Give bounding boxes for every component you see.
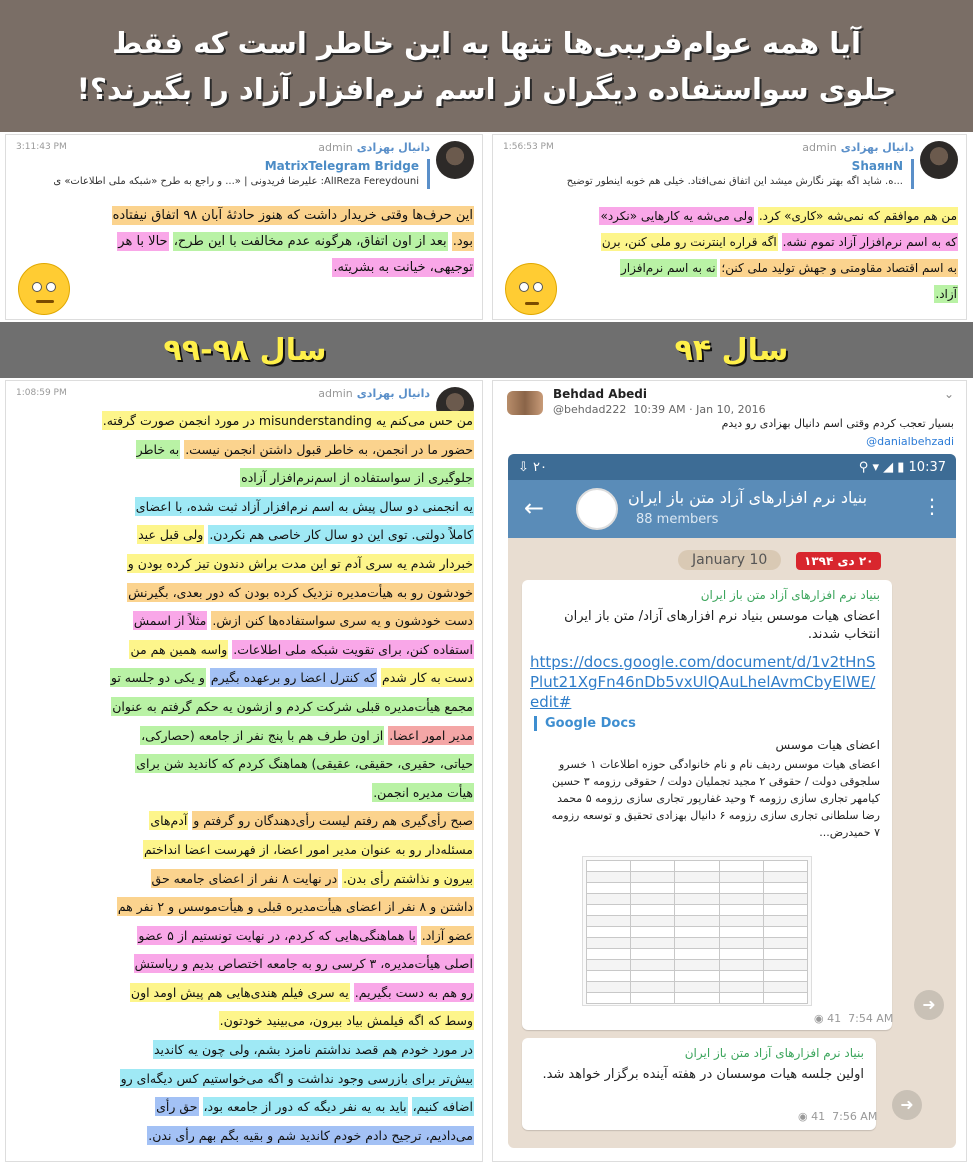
chat-panel-long <box>5 380 483 1162</box>
highlighted-segment: مسئله‌دار رو به عنوان مدیر امور اعضا، از فهرست اعضا انداختم <box>143 841 473 857</box>
highlighted-segment: و یکی دو جلسه تو <box>110 670 205 686</box>
table-cell <box>631 894 675 905</box>
highlighted-segment: جلوگیری از سواستفاده از اسم‌نرم‌افزار آزاده <box>241 470 473 486</box>
table-cell <box>675 927 719 938</box>
preview-image <box>582 856 812 1006</box>
message-line <box>22 1122 474 1151</box>
table-cell <box>675 971 719 982</box>
table-cell <box>719 894 763 905</box>
message-line <box>22 693 474 722</box>
user-name[interactable]: دانیال بهزادیadmin <box>318 141 430 154</box>
table-cell <box>587 938 631 949</box>
highlighted-segment: به خاطر <box>136 441 180 457</box>
table-cell <box>719 916 763 927</box>
timestamp: 3:11:43 PM <box>16 142 67 152</box>
table-cell <box>763 916 807 927</box>
message-line <box>22 636 474 665</box>
highlighted-segment: عضو آزاد. <box>421 927 473 943</box>
tweet-author[interactable]: Behdad Abedi <box>553 387 648 401</box>
table-cell <box>763 894 807 905</box>
tweet-avatar[interactable] <box>507 391 543 415</box>
table-cell <box>587 982 631 993</box>
message-line <box>22 750 474 779</box>
message-line <box>22 893 474 922</box>
highlighted-segment: مدیر امور اعضا. <box>389 727 473 743</box>
table-cell <box>631 883 675 894</box>
message-line <box>22 493 474 522</box>
table-cell <box>763 861 807 872</box>
table-cell <box>763 971 807 982</box>
table-cell <box>719 993 763 1004</box>
message-line <box>22 1007 474 1036</box>
table-cell <box>763 905 807 916</box>
preview-heading: اعضای هیات موسس <box>775 738 880 752</box>
highlighted-segment: بیرون و نذاشتم رأی بدن. <box>343 870 473 886</box>
highlighted-segment: استفاده کنن، برای تقویت شبکه ملی اطلاعات. <box>233 641 473 657</box>
table-row <box>587 960 808 971</box>
table-cell <box>587 872 631 883</box>
tweet-handle-meta: @behdad222 10:39 AM · Jan 10, 2016 <box>553 403 766 416</box>
headline <box>0 0 973 132</box>
table-cell <box>719 872 763 883</box>
eye-icon: ◉ <box>814 1012 824 1025</box>
table-cell <box>719 971 763 982</box>
avatar <box>436 141 474 179</box>
table-cell <box>631 938 675 949</box>
link-preview[interactable] <box>534 716 880 731</box>
post-meta: ◉ 41 7:56 AM <box>798 1110 878 1123</box>
highlighted-segment: در مورد خودم هم قصد نداشتم نامزد بشم، ولی چون یه کاندید <box>153 1042 473 1058</box>
highlighted-segment: من حس می‌کنم یه misunderstanding در مورد انجمن صورت گرفته. <box>102 413 473 428</box>
tweet-text: بسیار تعجب کردم وقتی اسم دانیال بهزادی رو دیدم <box>721 417 954 430</box>
highlighted-segment: بیش‌تر برای بازرسی وجود نداشت و اگه می‌خواستیم کس دیگه‌ای رو <box>120 1070 473 1086</box>
preview-body: اعضای هیات موسس ردیف نام و نام خانوادگی حوزه اطلاعات ۱ خسرو سلجوقی دولت / حقوقی ۲ مجید تجملیان دولت / حقوقی رزومه ۳ حسین کیامهر تجاری سازی رزومه ۴ وحید غفارپور تجاری سازی رزومه ۵ محمد رضا سلطانی تجاری سازی رزومه ۶ دانیال بهزادی تحقیق و توسعه رزومه ۷ حمیدرض... <box>551 758 880 839</box>
message-line <box>22 521 474 550</box>
table-row <box>587 894 808 905</box>
message-line <box>22 950 474 979</box>
message-line <box>22 1065 474 1094</box>
table-cell <box>719 982 763 993</box>
table-cell <box>587 960 631 971</box>
telegram-screenshot <box>508 454 956 1148</box>
message-line <box>22 607 474 636</box>
chat-panel-1398 <box>5 134 483 320</box>
message-line <box>22 407 474 436</box>
reply-quote[interactable]: ShaянN ...ه. شاید اگه بهتر نگارش میشد این اتفاق نمی‌افتاد. خیلی هم خوبه اینطور توضیح <box>509 159 914 189</box>
channel-title: بنیاد نرم افزارهای آزاد متن باز ایران <box>628 488 868 507</box>
forward-icon[interactable]: ➜ <box>892 1090 922 1120</box>
channel-post-1[interactable] <box>522 580 892 1030</box>
message-text <box>22 407 474 1150</box>
highlighted-segment: حیاتی، حقیری، حقیقی، عقیقی) هماهنگ کردم که کاندید شن برای <box>136 756 473 772</box>
table-cell <box>587 971 631 982</box>
highlighted-segment: مثلاً از اسمش <box>133 613 207 629</box>
table-cell <box>719 883 763 894</box>
highlighted-segment: مجمع هیأت‌مدیره قبلی شرکت کردم و از‌شون یه حکم گرفتم به عنوان <box>112 698 473 714</box>
highlighted-segment: باید به یه نفر دیگه که دور از جامعه بود، <box>203 1099 407 1115</box>
date-pill: January 10 <box>678 550 781 570</box>
table-row <box>587 916 808 927</box>
channel-post-2[interactable] <box>522 1038 876 1130</box>
table-cell <box>675 861 719 872</box>
table-cell <box>763 927 807 938</box>
chevron-down-icon[interactable]: ⌄ <box>943 387 954 401</box>
table-cell <box>587 894 631 905</box>
table-cell <box>763 949 807 960</box>
highlighted-segment: رو هم به دست بگیریم. <box>354 984 473 1000</box>
post-text: اولین جلسه هیات موسسان در هفته آینده برگزار خواهد شد. <box>542 1067 864 1082</box>
back-arrow-icon[interactable]: ← <box>524 494 545 522</box>
table-row <box>587 927 808 938</box>
table-row <box>587 971 808 982</box>
highlighted-segment: کاملاً دولتی. توی این دو سال کار خاصی هم نکردن. <box>209 527 473 543</box>
highlighted-segment: یه انجمنی دو سال پیش به اسم نرم‌افزار آزاد ثبت شده، با اعضای <box>135 498 473 514</box>
message-line <box>22 922 474 951</box>
message-text: من هم موافقم که نمی‌شه «کاری» کرد. ولی می‌شه یه کارهایی «نکرد» که به اسم نرم‌افزار آزاد تموم نشه. اگه قراره اینترنت رو ملی کنن، برن به اسم اقتصاد مقاومتی و جهش تولید ملی کنن؛ نه به اسم نرم‌افزار آزاد. <box>600 209 957 301</box>
message-line <box>22 664 474 693</box>
message-line <box>22 779 474 808</box>
table-cell <box>719 927 763 938</box>
tweet-mention[interactable]: @danialbehzadi <box>866 435 954 448</box>
table-row <box>587 993 808 1004</box>
post-text: اعضای هیات موسس بنیاد نرم افزارهای آزاد/ متن باز ایران انتخاب شدند. <box>564 609 880 642</box>
message-line <box>22 722 474 751</box>
year-label-left: سال ۹۸-۹۹ <box>163 332 327 368</box>
table-cell <box>587 993 631 1004</box>
table-cell <box>631 971 675 982</box>
table-cell <box>675 883 719 894</box>
message-line <box>22 865 474 894</box>
table-cell <box>763 993 807 1004</box>
message-line <box>22 807 474 836</box>
table-cell <box>675 916 719 927</box>
message-line <box>22 436 474 465</box>
table-cell <box>675 872 719 883</box>
chat-panel-1394 <box>492 134 967 320</box>
table-row <box>587 938 808 949</box>
highlighted-segment: در نهایت ۸ نفر از اعضای جامعه حق <box>151 870 338 886</box>
forward-icon[interactable]: ➜ <box>914 990 944 1020</box>
table-cell <box>587 927 631 938</box>
user-name[interactable]: دانیال بهزادیadmin <box>318 387 430 400</box>
table-cell <box>763 982 807 993</box>
table-cell <box>675 938 719 949</box>
table-cell <box>763 883 807 894</box>
table-cell <box>631 927 675 938</box>
message-line <box>22 1093 474 1122</box>
year-label-right: سال ۹۴ <box>674 332 789 368</box>
table-cell <box>719 960 763 971</box>
highlighted-segment: خبردار شدم یه سری آدم تو این مدت براش دندون تیز کرده بودن و <box>127 555 473 571</box>
table-cell <box>587 883 631 894</box>
table-row <box>587 949 808 960</box>
highlighted-segment: حق رأی <box>156 1099 198 1115</box>
table-cell <box>675 894 719 905</box>
table-cell <box>675 982 719 993</box>
table-cell <box>675 960 719 971</box>
eye-roll-face-icon <box>505 263 557 315</box>
table-cell <box>587 905 631 916</box>
table-cell <box>587 916 631 927</box>
table-cell <box>631 872 675 883</box>
channel-header <box>508 480 956 538</box>
table-cell <box>719 905 763 916</box>
more-options-icon[interactable]: ⋮ <box>922 494 942 518</box>
highlighted-segment: اصلی هیأت‌مدیره، ۳ کرسی رو به جامعه اختصاص بدیم و ریاستش <box>134 956 473 972</box>
highlighted-segment: دست به کار شدم <box>382 670 473 686</box>
timestamp: 1:56:53 PM <box>503 142 554 152</box>
table-cell <box>719 949 763 960</box>
table-cell <box>719 938 763 949</box>
message-text: این حرف‌ها وقتی خریدار داشت که هنوز حادثهٔ آبان ۹۸ اتفاق نیفتاده بود. بعد از اون اتفاق، هرگونه عدم مخالفت با این طرح، حالا با هر توجیهی، خیانت به بشریته. <box>112 208 473 275</box>
table-cell <box>631 905 675 916</box>
thinking-face-icon <box>18 263 70 315</box>
table-cell <box>631 949 675 960</box>
highlighted-segment: می‌دادیم، ترجیح دادم خودم کاندید شم و بقیه بگم بهم رأی ندن. <box>148 1127 473 1143</box>
highlighted-segment: ولی قبل عید <box>138 527 204 543</box>
table-cell <box>631 993 675 1004</box>
headline-line-1: آیا همه عوام‌فریبی‌ها تنها به این خاطر است که فقط <box>112 26 861 60</box>
highlighted-segment: با هماهنگی‌هایی که کردم، در نهایت تونستیم از ۵ عضو <box>138 927 416 943</box>
persian-date-badge: ۲۰ دی ۱۳۹۴ <box>796 552 881 570</box>
highlighted-segment: دست خودشون و یه سری سواستفاده‌ها کنن ازش. <box>212 613 473 629</box>
message-line <box>22 464 474 493</box>
table-row <box>587 883 808 894</box>
table-row <box>587 905 808 916</box>
table-row <box>587 982 808 993</box>
highlighted-segment: اضافه کنیم، <box>412 1099 473 1115</box>
highlighted-segment: واسه همین هم من <box>130 641 228 657</box>
table-cell <box>675 993 719 1004</box>
table-cell <box>763 872 807 883</box>
avatar <box>920 141 958 179</box>
status-bar <box>508 454 956 480</box>
highlighted-segment: خودشون رو به هیأت‌مدیره نزدیک کرده بودن که دور بعدی، بگیرنش <box>128 584 473 600</box>
headline-line-2: جلوی سواستفاده دیگران از اسم نرم‌افزار آزاد را بگیرند؟! <box>76 72 897 106</box>
table-cell <box>631 960 675 971</box>
message-line <box>22 1036 474 1065</box>
table-cell <box>675 949 719 960</box>
table-cell <box>675 905 719 916</box>
highlighted-segment: داشتن و ۸ نفر از اعضای هیأت‌مدیره قبلی و هیأت‌موسس و ۲ نفر هم <box>117 899 473 915</box>
highlighted-segment: که کنترل اعضا رو برعهده بگیرم <box>210 670 377 686</box>
channel-avatar[interactable] <box>576 488 618 530</box>
highlighted-segment: حضور ما در انجمن، به خاطر قبول داشتن انجمن نیست. <box>185 441 473 457</box>
table-cell <box>631 916 675 927</box>
table-row <box>587 861 808 872</box>
timestamp: 1:08:59 PM <box>16 388 67 398</box>
members-count: 88 members <box>636 512 719 527</box>
highlighted-segment: صبح رأی‌گیری هم رفتم لیست رأی‌دهندگان رو گرفتم و <box>193 813 473 829</box>
table-cell <box>587 861 631 872</box>
post-link[interactable]: https://docs.google.com/document/d/1v2tHnSPlut21XgFn46nDb5vxUlQAuLhelAvmCbyElWE/edit# <box>530 653 876 711</box>
highlighted-segment: یه سری فیلم هندی‌هایی هم پیش اومد اون <box>130 984 349 1000</box>
table-cell <box>763 960 807 971</box>
eye-icon: ◉ <box>798 1110 808 1123</box>
highlighted-segment: هیأت مدیره انجمن. <box>373 784 473 800</box>
reply-quote[interactable]: MatrixTelegram Bridge AlIReza Fereydouni: علیرضا فریدونی | «... و راجع به طرح «شبکه ملی اطلاعات» ی <box>20 159 430 189</box>
message-line <box>22 836 474 865</box>
highlighted-segment: از اون طرف هم با پنج نفر از جامعه (حصارکی، <box>141 727 384 743</box>
message-line <box>22 579 474 608</box>
highlighted-segment: آدم‌های <box>150 813 188 829</box>
preview-site: Google Docs <box>545 716 636 731</box>
table-cell <box>719 861 763 872</box>
message-line <box>22 979 474 1008</box>
status-right: ⚲ ▾ ◢ ▮ 10:37 <box>858 459 946 475</box>
post-meta: ◉ 41 7:54 AM <box>814 1012 894 1025</box>
message-line <box>22 550 474 579</box>
table-row <box>587 872 808 883</box>
highlighted-segment: وسط که اگه فیلمش بیاد بیرون، می‌بینید خودتون. <box>219 1013 473 1029</box>
post-sender[interactable]: بنیاد نرم افزارهای آزاد متن باز ایران <box>700 588 880 602</box>
table-cell <box>763 938 807 949</box>
table-cell <box>587 949 631 960</box>
user-name[interactable]: دانیال بهزادیadmin <box>802 141 914 154</box>
post-sender[interactable]: بنیاد نرم افزارهای آزاد متن باز ایران <box>684 1046 864 1060</box>
table-cell <box>631 861 675 872</box>
table-cell <box>631 982 675 993</box>
status-left: ⇩ ۲۰ <box>518 459 547 475</box>
